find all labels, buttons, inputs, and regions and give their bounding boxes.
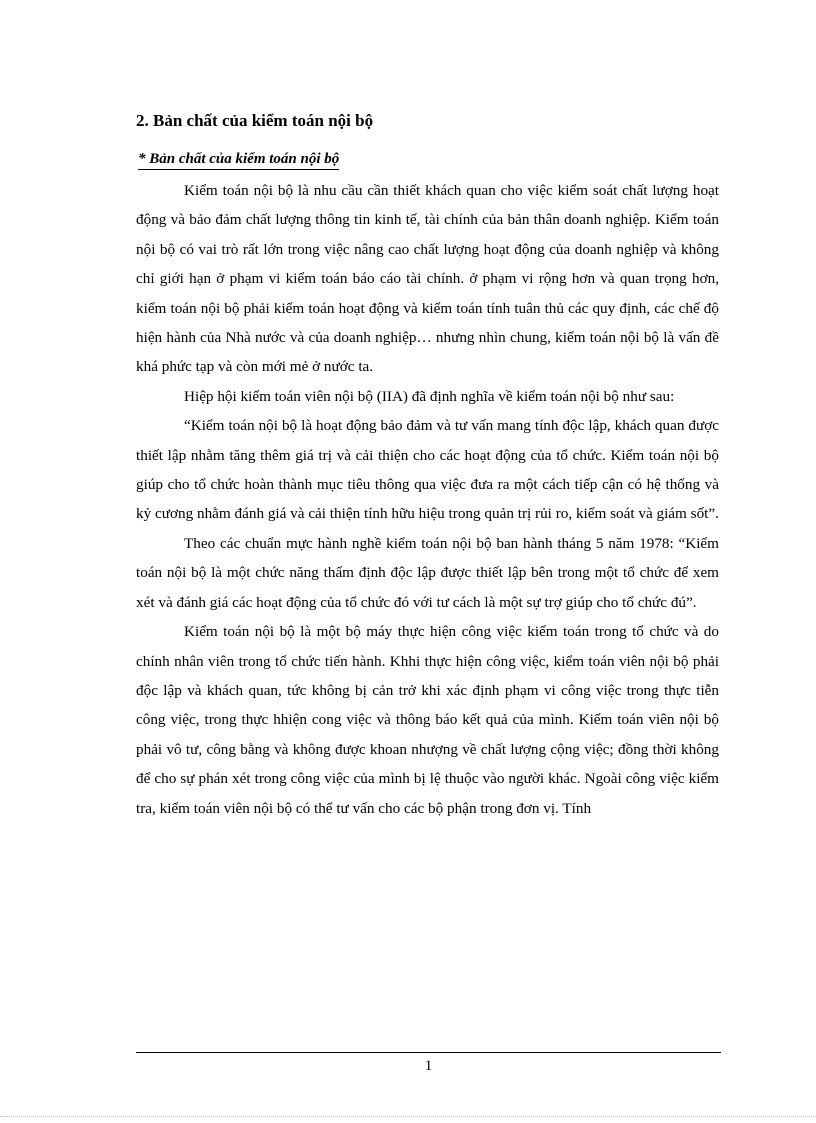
section-heading: 2. Bản chất của kiểm toán nội bộ [136,111,374,130]
paragraph-5: Kiểm toán nội bộ là một bộ máy thực hiện công việc kiểm toán trong tổ chức và do chính nhân viên trong tổ chức tiến hành. Khhi thực hiện công việc, kiểm toán viên nội bộ phải độc lập và khách quan, tức không bị cản trở khi xác định phạm vi công việc trong thực tiễn công việc, trong thực hhiện cong việc và thông báo kết quả của mình. Kiểm toán viên nội bộ phải vô tư, công bằng và không được khoan nhượng về chất lượng cộng việc; đồng thời không để cho sự phán xét trong công việc của mình bị lệ thuộc vào người khác. Ngoài công việc kiểm tra, kiểm toán viên nội bộ có thể tư vấn cho các bộ phận trong đơn vị. Tính [136,623,719,817]
page-number: 1 [424,1058,433,1074]
footer-divider [136,1052,721,1053]
paragraph-3: “Kiểm toán nội bộ là hoạt động bảo đảm và tư vấn mang tính độc lập, khách quan được thiết lập nhằm tăng thêm giá trị và cải thiện cho các hoạt động của tổ chức. Kiểm toán nội bộ giúp cho tổ chức hoàn thành mục tiêu thông qua việc đưa ra một cách tiếp cận có hệ thống và kỷ cương nhằm đánh giá và cải thiện tính hữu hiệu trong quản trị rủi ro, kiểm soát và giám sốt”. [136,417,719,523]
paragraph-1: Kiểm toán nội bộ là nhu cầu cần thiết khách quan cho việc kiểm soát chất lượng hoạt động và bảo đảm chất lượng thông tin kinh tế, tài chính của bản thân doanh nghiệp. Kiểm toán nội bộ có vai trò rất lớn trong việc nâng cao chất lượng hoạt động của doanh nghiệp và không chỉ giới hạn ở phạm vi kiểm toán báo cáo tài chính. ở phạm vi rộng hơn và quan trọng hơn, kiểm toán nội bộ phải kiểm toán hoạt động và kiểm toán tính tuân thủ các quy định, các chế độ hiện hành của Nhà nước và của doanh nghiệp… nhưng nhìn chung, kiểm toán nội bộ là vấn đề khá phức tạp và còn mới mẻ ở nước ta. [136,182,719,376]
document-body [136,176,719,823]
page-edge-divider [0,1116,816,1117]
section-subheading: * Bản chất của kiểm toán nội bộ [138,151,339,170]
paragraph-4: Theo các chuẩn mực hành nghề kiểm toán nội bộ ban hành tháng 5 năm 1978: “Kiểm toán nội bộ là một chức năng thẩm định độc lập được thiết lập bên trong một tổ chức để xem xét và đánh giá các hoạt động của tổ chức đó với tư cách là một sự trợ giúp cho tổ chức đú”. [136,534,719,611]
paragraph-2: Hiệp hội kiểm toán viên nội bộ (IIA) đã định nghĩa về kiểm toán nội bộ như sau: [184,387,675,405]
